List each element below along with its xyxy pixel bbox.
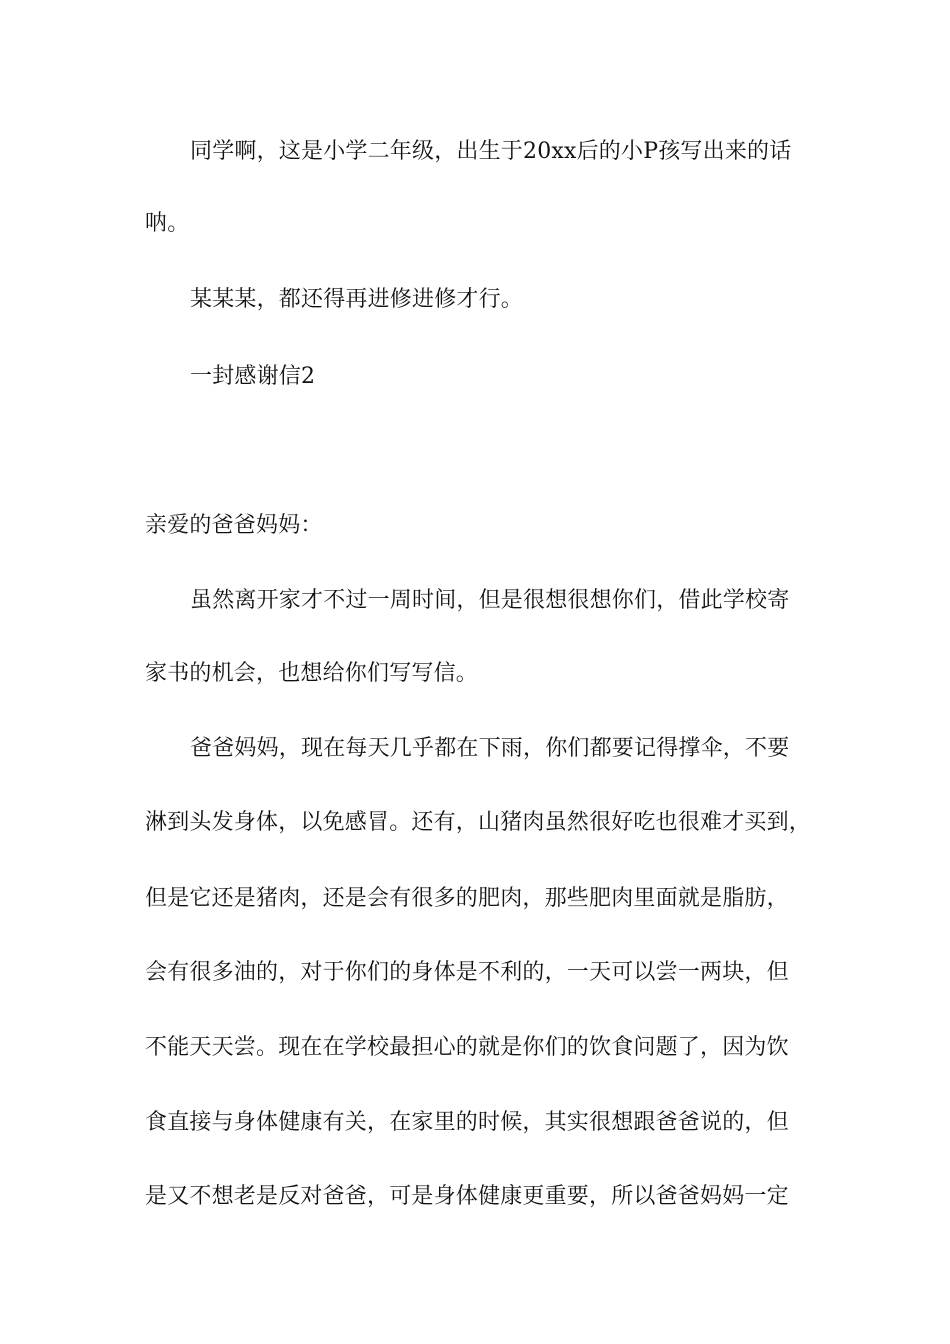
paragraph-line: 家书的机会，也想给你们写写信。	[145, 661, 479, 686]
paragraph-line: 虽然离开家才不过一周时间，但是很想很想你们，借此学校寄	[190, 588, 790, 613]
paragraph-line: 不能天天尝。现在在学校最担心的就是你们的饮食问题了，因为饮	[145, 1035, 789, 1060]
paragraph-line: 同学啊，这是小学二年级，出生于20xx后的小P孩写出来的话	[190, 139, 792, 164]
paragraph-line: 食直接与身体健康有关，在家里的时候，其实很想跟爸爸说的，但	[145, 1110, 789, 1135]
letter-title: 一封感谢信2	[190, 364, 316, 389]
paragraph-line: 呐。	[145, 211, 190, 236]
paragraph-line: 但是它还是猪肉，还是会有很多的肥肉，那些肥肉里面就是脂肪，	[145, 886, 789, 911]
paragraph-line: 爸爸妈妈，现在每天几乎都在下雨，你们都要记得撑伞，不要	[190, 736, 790, 761]
letter-salutation: 亲爱的爸爸妈妈：	[145, 513, 323, 538]
paragraph-line: 是又不想老是反对爸爸，可是身体健康更重要，所以爸爸妈妈一定	[145, 1184, 789, 1209]
paragraph-line: 淋到头发身体，以免感冒。还有，山猪肉虽然很好吃也很难才买到，	[145, 810, 812, 835]
paragraph-line: 会有很多油的，对于你们的身体是不利的，一天可以尝一两块，但	[145, 960, 789, 985]
paragraph-line: 某某某，都还得再进修进修才行。	[190, 287, 524, 312]
